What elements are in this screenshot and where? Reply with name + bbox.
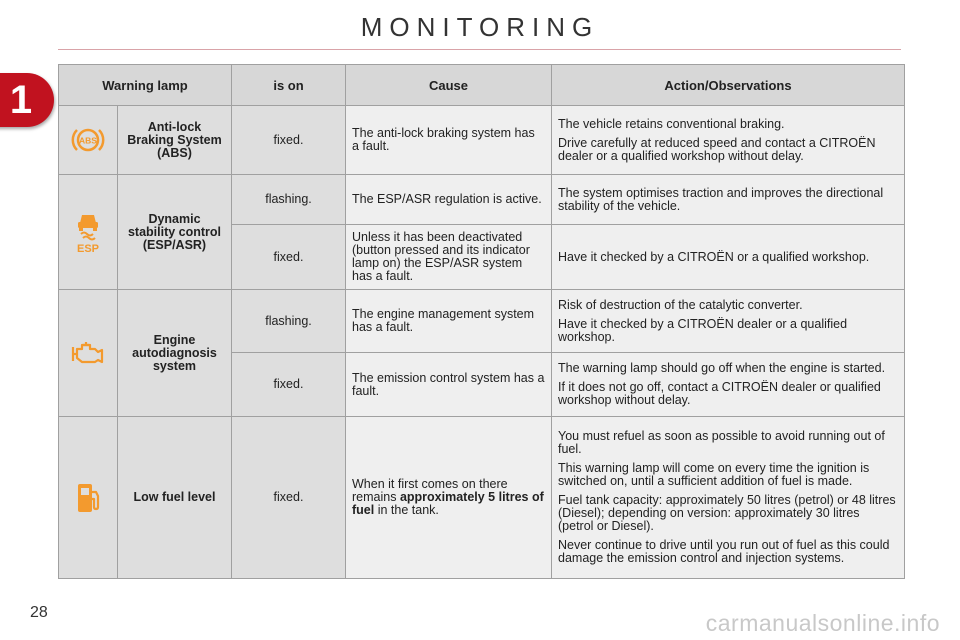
esp-action-flashing: The system optimises traction and improves the directional stability of the vehicle. bbox=[552, 175, 905, 225]
engine-action-flashing-1: Risk of destruction of the catalytic converter. bbox=[558, 297, 803, 312]
watermark: carmanualsonline.info bbox=[705, 610, 940, 636]
engine-check-icon bbox=[68, 338, 108, 368]
engine-cause-fixed: The emission control system has a fault. bbox=[346, 353, 552, 417]
abs-action bbox=[552, 106, 905, 175]
fuel-action-3: Fuel tank capacity: approximately 50 litres (petrol) or 48 litres (Diesel); depending on version: approximately 30 litres (petrol or Diesel). bbox=[558, 493, 896, 533]
engine-lamp-name: Engine autodiagnosis system bbox=[118, 290, 232, 417]
header-action: Action/Observations bbox=[552, 65, 905, 106]
header-cause: Cause bbox=[346, 65, 552, 106]
page-number: 28 bbox=[30, 604, 48, 621]
engine-action-fixed-1: The warning lamp should go off when the engine is started. bbox=[558, 361, 886, 375]
fuel-cause bbox=[346, 417, 552, 579]
abs-lamp-name: Anti-lock Braking System (ABS) bbox=[118, 106, 232, 175]
svg-text:ABS: ABS bbox=[79, 135, 97, 146]
fuel-action-1: You must refuel as soon as possible to avoid running out of fuel. bbox=[558, 429, 885, 456]
engine-action-flashing-2: Have it checked by a CITROËN dealer or a qualified workshop. bbox=[558, 316, 848, 344]
warning-lamps-table bbox=[58, 64, 905, 579]
esp-cause-fixed: Unless it has been deactivated (button pressed and its indicator lamp on) the ESP/ASR system has a fault. bbox=[346, 225, 552, 290]
engine-action-fixed-2: If it does not go off, contact a CITROËN dealer or qualified workshop without delay. bbox=[558, 380, 881, 407]
esp-icon-cell bbox=[59, 175, 118, 290]
fuel-cause-text: When it first comes on there remains bbox=[352, 477, 508, 504]
abs-icon-cell bbox=[59, 106, 118, 175]
abs-action-1: The vehicle retains conventional braking. bbox=[558, 116, 785, 131]
esp-state-fixed: fixed. bbox=[232, 225, 346, 290]
table-row-abs bbox=[59, 106, 905, 175]
fuel-action-2: This warning lamp will come on every time the ignition is switched on, until a sufficient addition of fuel is made. bbox=[558, 461, 870, 488]
fuel-cause-bold: approximately 5 litres of fuel bbox=[352, 490, 544, 517]
table-row-fuel bbox=[59, 417, 905, 579]
abs-state: fixed. bbox=[232, 106, 346, 175]
header-is-on: is on bbox=[232, 65, 346, 106]
fuel-pump-icon bbox=[72, 480, 104, 516]
fuel-lamp-name: Low fuel level bbox=[118, 417, 232, 579]
engine-action-fixed bbox=[552, 353, 905, 417]
page-title: MONITORING bbox=[360, 12, 600, 42]
fuel-icon-cell bbox=[59, 417, 118, 579]
fuel-cause-end: in the tank. bbox=[377, 503, 439, 517]
table-row-esp-flashing bbox=[59, 175, 905, 225]
abs-cause: The anti-lock braking system has a fault. bbox=[346, 106, 552, 175]
fuel-state: fixed. bbox=[232, 417, 346, 579]
engine-cause-flashing: The engine management system has a fault. bbox=[346, 290, 552, 353]
engine-state-flashing: flashing. bbox=[232, 290, 346, 353]
fuel-action bbox=[552, 417, 905, 579]
esp-state-flashing: flashing. bbox=[232, 175, 346, 225]
header-warning-lamp: Warning lamp bbox=[59, 65, 232, 106]
title-divider bbox=[58, 49, 901, 50]
engine-icon-cell bbox=[59, 290, 118, 417]
chapter-tab: 1 bbox=[0, 73, 54, 127]
esp-cause-flashing: The ESP/ASR regulation is active. bbox=[346, 175, 552, 225]
abs-warning-icon bbox=[70, 124, 106, 156]
table-row-engine-flashing bbox=[59, 290, 905, 353]
engine-action-flashing bbox=[552, 290, 905, 353]
esp-lamp-name: Dynamic stability control (ESP/ASR) bbox=[118, 175, 232, 290]
esp-action-fixed: Have it checked by a CITROËN or a qualified workshop. bbox=[552, 225, 905, 290]
esp-asr-icon bbox=[70, 209, 106, 255]
engine-state-fixed: fixed. bbox=[232, 353, 346, 417]
esp-icon-text: ESP bbox=[76, 243, 100, 255]
fuel-action-4: Never continue to drive until you run out of fuel as this could damage the emission control and injection systems. bbox=[558, 538, 890, 565]
table-header-row bbox=[59, 65, 905, 106]
abs-action-2: Drive carefully at reduced speed and contact a CITROËN dealer or a qualified workshop without delay. bbox=[558, 135, 876, 163]
